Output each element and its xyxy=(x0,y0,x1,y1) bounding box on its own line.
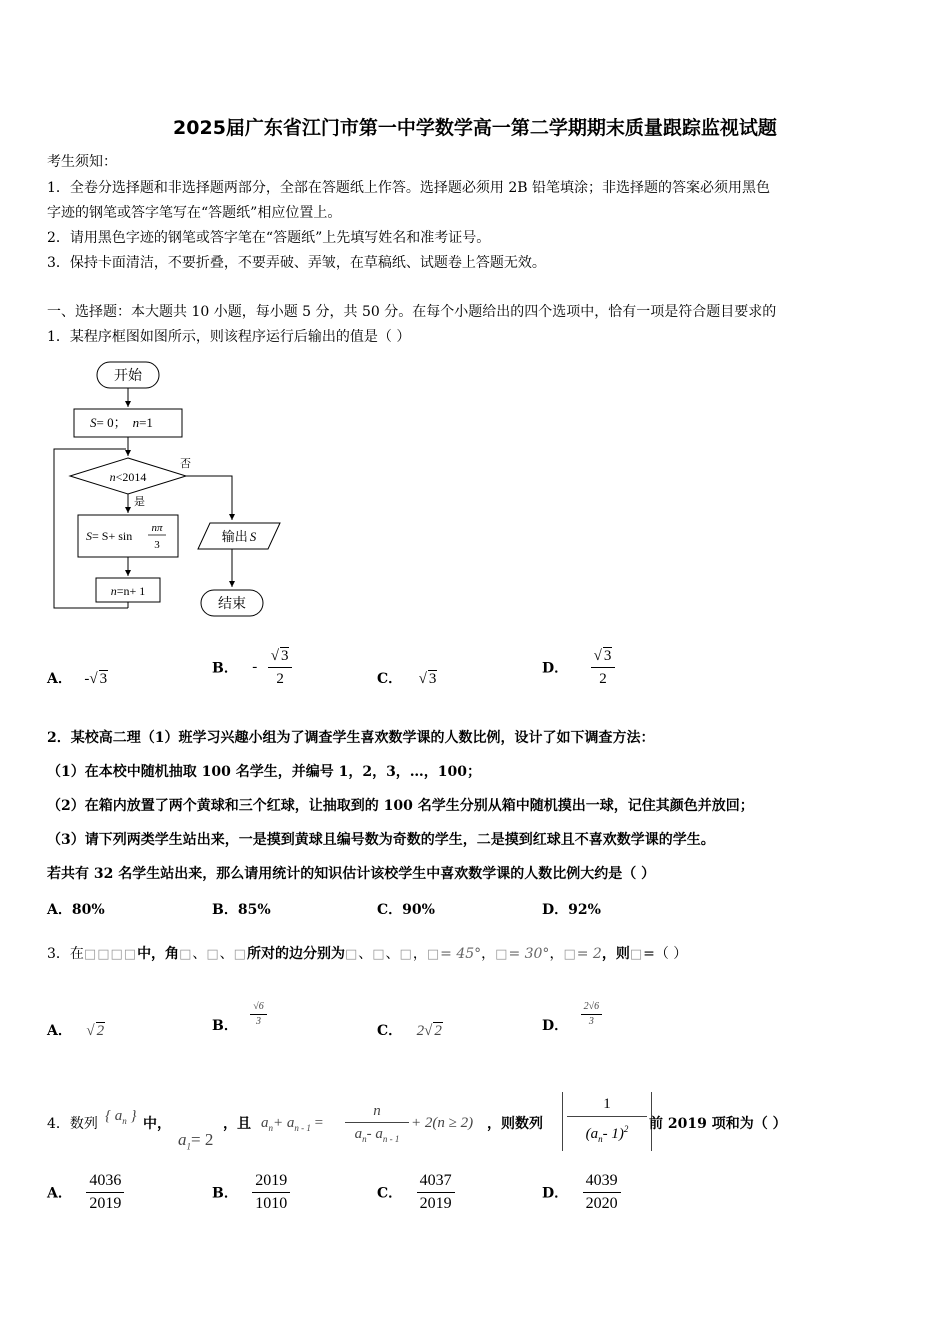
section-heading: 一、选择题：本大题共 10 小题，每小题 5 分，共 50 分。在每个小题给出的四个选项中，恰有一项是符合题目要求的 xyxy=(47,304,777,320)
q2-step-3: （3）请下列两类学生站出来，一是摸到黄球且编号数为奇数的学生，二是摸到红球且不喜欢数学课的学生。 xyxy=(47,832,715,848)
q2-option-b[interactable]: B．85% xyxy=(212,902,271,918)
svg-text:nπ: nπ xyxy=(151,522,163,534)
q1-option-a[interactable]: A． -√ 3 xyxy=(47,671,108,687)
q3-stem: 3．在□□□□中，角□、□、□所对的边分别为□、□、□，□= 45°，□= 30°，□= 2，则□=（ ） xyxy=(47,946,688,962)
q3-option-b[interactable]: B． $\frac{√6}{3}$ xyxy=(212,1000,267,1029)
q4-option-c[interactable]: C． $\frac{4037}{2019}$ xyxy=(377,1170,455,1215)
q2-step-2: （2）在箱内放置了两个黄球和三个红球，让抽取到的 100 名学生分别从箱中随机摸出一球，记住其颜色并放回； xyxy=(47,798,754,814)
q4-option-a[interactable]: A． $\frac{4036}{2019}$ xyxy=(47,1170,124,1215)
q2-option-d[interactable]: D．92% xyxy=(542,902,601,918)
page-title: 2025届广东省江门市第一中学数学高一第二学期期末质量跟踪监视试题 xyxy=(173,117,777,139)
q3-option-d[interactable]: D． $\frac{2√6}{3}$ xyxy=(542,1000,602,1029)
flow-no-label: 否 xyxy=(180,458,191,470)
q1-stem: 1．某程序框图如图所示，则该程序运行后输出的值是（ ） xyxy=(47,329,411,345)
q3-option-c[interactable]: C． 2√ 2 xyxy=(377,1023,442,1039)
svg-text:n=n+ 1: n=n+ 1 xyxy=(110,584,146,598)
q2-question: 若共有 32 名学生站出来，那么请用统计的知识估计该校学生中喜欢数学课的人数比例大约是（ ） xyxy=(47,866,656,882)
flow-end-label: 结束 xyxy=(218,597,246,612)
q4-option-d[interactable]: D． $\frac{4039}{2020}$ xyxy=(542,1170,621,1215)
q2-step-1: （1）在本校中随机抽取 100 名学生，并编号 1，2，3，…，100； xyxy=(47,764,482,780)
q2-stem: 2．某校高二理（1）班学习兴趣小组为了调查学生喜欢数学课的人数比例，设计了如下调查方法： xyxy=(47,730,655,746)
notice-line-1a: 1．全卷分选择题和非选择题两部分，全部在答题纸上作答。选择题必须用 2B 铅笔填涂；非选择题的答案必须用黑色 xyxy=(47,180,770,196)
q3-option-a[interactable]: A． √ 2 xyxy=(47,1023,105,1039)
svg-text:n<2014: n<2014 xyxy=(109,470,147,484)
notice-line-1b: 字迹的钢笔或答字笔写在“答题纸”相应位置上。 xyxy=(47,205,342,221)
q1-option-d[interactable]: D． $\frac{√ 3}{2}$ xyxy=(542,645,615,690)
svg-text:S= S+ sin: S= S+ sin xyxy=(86,529,133,543)
notice-line-3: 3．保持卡面清洁，不要折叠，不要弄破、弄皱，在草稿纸、试题卷上答题无效。 xyxy=(47,255,546,271)
q1-option-b[interactable]: B． - $\frac{√ 3}{2}$ xyxy=(212,645,292,690)
svg-text:3: 3 xyxy=(154,539,160,551)
q1-flowchart xyxy=(50,355,290,630)
svg-text:S= 0；n=1: S= 0； n=1 xyxy=(90,415,153,430)
flow-yes-label: 是 xyxy=(134,496,145,508)
flow-start-label: 开始 xyxy=(114,369,142,384)
q1-option-c[interactable]: C． √ 3 xyxy=(377,671,437,687)
q2-option-c[interactable]: C．90% xyxy=(377,902,435,918)
q4-option-b[interactable]: B． $\frac{2019}{1010}$ xyxy=(212,1170,290,1215)
q2-option-a[interactable]: A．80% xyxy=(47,902,105,918)
notice-line-2: 2．请用黑色字迹的钢笔或答字笔在“答题纸”上先填写姓名和准考证号。 xyxy=(47,230,491,246)
svg-text:输出S: 输出 S xyxy=(221,529,257,544)
notice-heading: 考生须知： xyxy=(47,154,117,170)
